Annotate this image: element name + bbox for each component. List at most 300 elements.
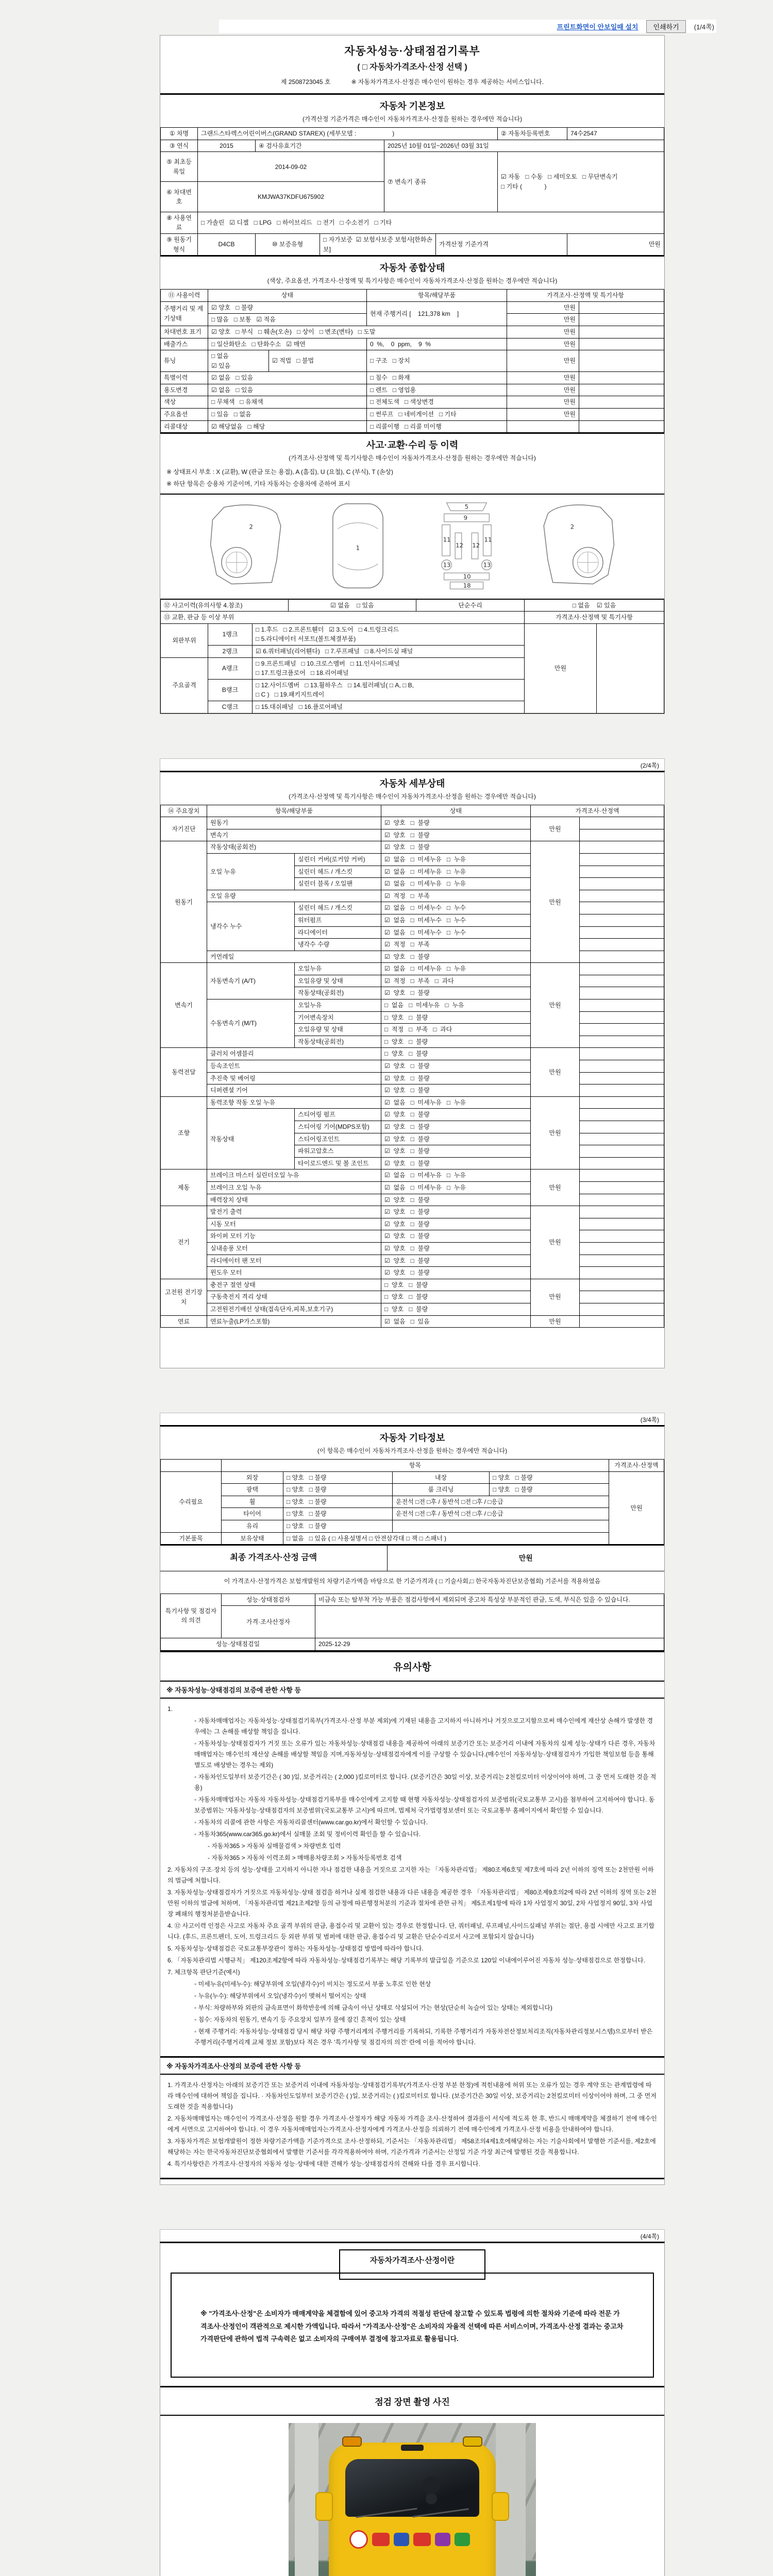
row-label: 작동상태(공회전) [295,987,381,999]
vehicle-diagram-top-view [310,500,406,592]
opinion-group-label: 특기사항 및 점검자의 의견 [161,1594,222,1638]
empty-cell [580,975,664,987]
subgroup-mt: 수동변속기 (M/T) [207,999,295,1048]
year-value: 2015 [198,140,256,152]
roof-lamp-left [342,2436,362,2447]
wheel-positions: 운전석 □전 □후 / 동반석 □전 □후 / □응급 [393,1496,609,1508]
tuning-state2: ☑ 적법 □ 불법 [269,350,367,372]
empty-cell [580,1181,664,1194]
row-label: 등속조인트 [207,1060,381,1073]
col-usage-history: ⑪ 사용이력 [161,290,208,302]
note-line: ◦ 자동차365(www.car365.go.kr)에서 실매물 조회 및 정비이력 확인을 할 수 있습니다. [194,1830,421,1838]
row-label: 파워고압호스 [295,1145,381,1158]
vin-label: ⑥ 차대번호 [161,182,198,212]
rankB-items: □ 12.사이드멤버 □ 13.휠하우스 □ 14.필러패널( □ A, □ B, □ C ) □ 19.패키지트레이 [253,679,525,701]
row-state: ☑ 양호 □ 불량 [381,1157,531,1170]
basic-info-title: 자동차 기본정보 [379,101,445,111]
row-label: 실린더 헤드 / 개스킷 [295,866,381,878]
price-unit: 만원 [531,1279,580,1315]
empty-cell [579,350,664,372]
empty-cell [580,1145,664,1158]
col-item: 항목 [222,1460,609,1472]
price-unit: 만원 [531,1170,580,1206]
use-state: ☑ 없음 □ 있음 [208,384,367,396]
noteB-title: ※ 자동차가격조사·산정의 보증에 관한 사항 등 [160,2056,664,2075]
row-label: 유리 [222,1520,283,1533]
empty-cell [579,420,664,433]
inspection-date-label: 성능·상태점검일 [161,1638,315,1651]
row-label: 클러치 어셈블리 [207,1048,381,1060]
row-state: ☑ 양호 □ 불량 [381,1242,531,1255]
svg-text:9: 9 [463,514,468,521]
color-state: □ 무채색 □ 유채색 [208,396,367,409]
svg-text:2: 2 [570,523,575,531]
row-state: ☑ 양호 □ 불량 [381,1255,531,1267]
row-label: 배력장치 상태 [207,1194,381,1206]
price-assessment-box-title: 자동차가격조사·산정이란 [339,2249,485,2280]
row-label: 스티어링 펌프 [295,1109,381,1121]
gas-state: □ 일산화탄소 □ 탄화수소 ☑ 매연 [208,338,367,350]
row-state: ☑ 없음 □ 미세누수 □ 누수 [381,914,531,926]
col-price: 가격조사·산정액 [609,1460,664,1472]
empty-cell [580,1170,664,1182]
page-marker-2: (2/4쪽) [640,761,659,769]
state-code-legend: ※ 상태표시 부호 : X (교환), W (판금 또는 용접), A (흠집), U (요철), C (부식), T (손상) [166,468,393,476]
empty-cell [580,817,664,829]
exchange-price-header: 가격조사·산정액 및 특기사항 [525,612,664,624]
page-1 [160,35,665,714]
note-line: 3. 자동차가격은 보험개발원이 정한 차량기준가액을 기준가격으로 조사·산정하되, 기준서는 「자동차관리법」 제58조의4제1호에해당하는 자는 기술사회에서 발행한 기준서를, 제2호에 해당하는 자는 한국자동차진단보증협회에서 발행한 기준서를 각각적용하여야 하며, 기준가격과 기준서는 산정일 기준 가장 최근에 발행된 것을 적용합니다. [167,2137,656,2156]
empty-cell [580,1315,664,1328]
price-unit: 만원 [531,1206,580,1279]
row-label: 브레이크 오일 누유 [207,1181,381,1194]
empty-cell [579,384,664,396]
rankA-items: □ 9.프론트패널 □ 10.크로스멤버 □ 11.인사이드패널 □ 17.트렁크플로어 □ 18.리어패널 [253,657,525,679]
row-label: 구동축전지 격리 상태 [207,1291,381,1303]
empty-cell [580,1157,664,1170]
row-state: ☑ 없음 □ 미세누유 □ 누유 [381,1096,531,1109]
row-label: 타이어 [222,1508,283,1520]
row-state: ☑ 양호 □ 불량 [381,1267,531,1279]
empty-cell [579,326,664,338]
rankC-items: □ 15.대쉬패널 □ 16.플로어패널 [253,701,525,713]
empty-cell [580,1133,664,1145]
group-repair-needed: 수리필요 [161,1471,222,1532]
other-info-title: 자동차 기타정보 [379,1433,445,1444]
row-state: ☑ 적정 □ 부족 [381,890,531,902]
row-label: 휠 [222,1496,283,1508]
accident-history-state: ☑ 없음 □ 있음 [289,599,416,612]
price-unit: 만원 [609,1471,664,1545]
row-label: 시동 모터 [207,1218,381,1230]
note-line: ◦ 자동차인도일부터 보증기간은 ( 30 )일, 보증거리는 ( 2,000 )킬로미터로 합니다. (보증기간은 30일 이상, 보증거리는 2천킬로미터 이상이어야 하며, 그 중 먼저 도래한 것을 적용) [194,1773,657,1791]
row-label: 오일누유 [295,999,381,1012]
row-label: 차대번호 표기 [161,326,208,338]
notice-title: 유의사항 [160,1651,664,1682]
note-line: 1. [167,1705,173,1713]
transmission-label: ⑦ 변속기 종류 [384,152,498,212]
final-price-unit: 만원 [387,1545,664,1571]
price-unit: 만원 [531,841,580,963]
rank-price-unit: 만원 [525,623,597,713]
vehicle-diagram-front-quarter [201,500,297,592]
noteB-body [160,2075,664,2178]
front-lettering-decoration [349,2529,473,2550]
price-unit: 만원 [507,409,579,421]
note-line: 4. 특기사항란은 가격조사·산정자의 자동차 성능·상태에 대한 견해가 성능·상태점검자의 견해와 다를 경우 표시합니다. [167,2160,480,2167]
subgroup-operation: 작동상태 [207,1109,295,1170]
roof-sensor [401,2445,424,2451]
row-label: 디퍼렌셜 기어 [207,1084,381,1097]
vehicle-diagrams [160,494,664,599]
overall-state-table [160,289,664,433]
empty-cell [580,939,664,951]
regno-value: 74수2547 [567,128,664,140]
side-mirror-left [315,2492,333,2521]
row-label: 특별이력 [161,372,208,384]
empty-cell [580,1011,664,1024]
row-state: ☑ 없음 □ 미세누수 □ 누수 [381,926,531,939]
vehicle-diagram-rear-quarter [528,500,623,592]
page-marker-4: (4/4쪽) [640,2232,659,2240]
empty-cell [580,914,664,926]
group-steering: 조향 [161,1096,207,1170]
empty-cell [580,963,664,975]
page-3 [160,1425,665,2185]
col-state: 상태 [208,290,367,302]
price-unit: 만원 [507,396,579,409]
empty-cell [579,338,664,350]
engine-type-value: D4CB [198,233,256,255]
svg-text:5: 5 [464,503,469,511]
install-print-plugin-link[interactable]: 프린트화면이 안보일때 설치 [557,23,638,31]
final-price-table [160,1544,664,1593]
row-state: ☑ 없음 □ 미세누유 □ 누유 [381,866,531,878]
price-unit: 만원 [531,963,580,1048]
rankB-label: B랭크 [208,679,253,701]
row-state: □ 양호 □ 불량 [283,1508,393,1520]
roof-lamp-right [463,2436,482,2447]
page3-bottom-rule [160,2178,664,2184]
col-price: 가격조사·산정액 및 특기사항 [507,290,664,302]
row-label: 워터펌프 [295,914,381,926]
final-price-label: 최종 가격조사·산정 금액 [160,1545,387,1571]
note-line: ◦ 부식: 차량하부와 외판의 금속표면이 화학반응에 의해 금속이 아닌 상태로 삭설되어 가는 현상(단순히 녹슬어 있는 상태는 제외합니다) [194,2004,552,2011]
other-info-table [160,1459,664,1545]
document-number: 제 2508723045 호 [280,78,331,86]
row-state: ☑ 양호 □ 불량 [381,1133,531,1145]
noteA-body [160,1699,664,2056]
row-state: □ 없음 □ 미세누유 □ 누유 [381,999,531,1012]
col-item: 항목/해당부품 [367,290,507,302]
driver-silhouette [423,2477,440,2494]
note-line: ◦ 침수: 자동차의 원동기, 변속기 등 주요장치 일부가 물에 잠긴 흔적이 있는 상태 [194,2015,406,2023]
document-subtitle: ( □ 자동차가격조사·산정 선택 ) [357,63,467,72]
engine-type-label: ⑨ 원동기형식 [161,233,198,255]
row-state: □ 양호 □ 불량 [381,1048,531,1060]
row-state: □ 양호 □ 불량 [381,1291,531,1303]
note-line: 1. 가격조사·산정자는 아래의 보증기간 또는 보증거리 이내에 자동차성능·상태점검기록부(가격조사·산정 부분 한정)에 적힌내용에 허위 또는 오류가 있는 경우 계약 또는 관계법령에 따라 매수인에 대하여 책임을 집니다. · 자동차인도일부터 보증기간은 ( )일, 보증거리는 ( )킬로미터로 합니다. (보증기간은 30일 이상, 보증거리는 2천킬로미터 이상이어야 하며, 그 중 먼저 도래한 것을 적용합니다) [167,2081,657,2110]
empty-cell [580,987,664,999]
accident-history-label: ⑫ 사고이력(유의사항 4.참조) [161,599,289,612]
wiper-decoration [412,2508,468,2517]
fuel-value: □ 가솔린 ☑ 디젤 □ LPG □ 하이브리드 □ 전기 □ 수소전기 □ 기타 [198,212,664,233]
row-state: ☑ 양호 □ 불량 [381,1145,531,1158]
row-state: ☑ 양호 □ 불량 [381,817,531,829]
wiper-decoration [356,2508,417,2518]
row-state: □ 양호 □ 불량 [283,1520,393,1533]
empty-cell [580,1291,664,1303]
row-state: □ 양호 □ 불량 [381,1036,531,1048]
svg-text:10: 10 [463,572,471,580]
price-unit: 만원 [507,326,579,338]
empty-cell [580,866,664,878]
base-price-label: 가격산정 기준가격 [436,233,567,255]
empty-cell [580,1206,664,1218]
vin-mark-state: ☑ 양호 □ 부식 □ 훼손(오손) □ 상이 □ 변조(변타) □ 도말 [208,326,507,338]
row-label: 냉각수 수량 [295,939,381,951]
empty-cell [580,1267,664,1279]
accident-subtitle: (가격조사·산정액 및 특기사항은 매수인이 자동차가격조사·산정을 원하는 경우에만 적습니다) [289,454,536,462]
hold-state-label: 보유상태 [222,1532,283,1545]
bus-front-body [329,2443,496,2576]
row-label: 작동상태(공회전) [295,1036,381,1048]
empty-cell [580,1096,664,1109]
accident-title: 사고·교환·수리 등 이력 [366,440,459,451]
row-state: ☑ 양호 □ 불량 [381,1121,531,1133]
svg-text:11: 11 [484,536,492,544]
empty-cell [580,999,664,1012]
price-unit: 만원 [507,314,579,326]
price-unit: 만원 [507,372,579,384]
empty-cell [580,1194,664,1206]
page-marker-4-strip [160,2229,665,2242]
basic-info-subtitle: (가격산정 기준가격은 매수인이 자동차가격조사·산정을 원하는 경우에만 적습니다) [302,115,523,123]
group-brake: 제동 [161,1170,207,1206]
col-device: ⑭ 주요장치 [161,805,207,817]
opinion-table [160,1594,664,1651]
exchange-parts-label: ⑬ 교환, 판금 등 이상 부위 [161,612,525,624]
row-label: 실내송풍 모터 [207,1242,381,1255]
row-label: 와이퍼 모터 기능 [207,1230,381,1243]
row-state: ☑ 양호 □ 불량 [381,987,531,999]
empty-cell [580,1230,664,1243]
note-line: ◦ 누유(누수): 해당부위에서 오일(냉각수)이 맺혀서 떨어지는 상태 [194,1992,366,1999]
empty-cell [580,829,664,841]
subgroup-coolant-leak: 냉각수 누수 [207,902,295,951]
note-line: - 자동차365 > 자동차 실매물검색 > 차량번호 입력 [208,1842,341,1850]
price-unit: 만원 [507,350,579,372]
group-engine: 원동기 [161,841,207,963]
other-info-subtitle: (이 항목은 매수인이 자동차가격조사·산정을 원하는 경우에만 적습니다) [317,1447,508,1455]
svg-text:13: 13 [443,561,451,569]
overall-state-subtitle: (색상, 주요옵션, 가격조사·산정액 및 특기사항은 매수인이 자동차가격조사·산정을 원하는 경우에만 적습니다) [267,277,558,285]
gas-values: 0 %, 0 ppm, 9 % [367,338,507,350]
price-assessment-box-text: ※ "가격조사·산정"은 소비자가 매매계약을 체결함에 있어 중고차 가격의 적절성 판단에 참고할 수 있도록 법령에 의한 절차와 기준에 따라 전문 가격조사·산정인이 객관적으로 제시한 가액입니다. 따라서 "가격조사·산정"은 소비자의 자율적 선택에 따른 서비스이며, 가격조사·산정 결과는 중고차 가격판단에 관하여 법적 구속력은 없고 소비자의 구매여부 결정에 참고자료로 활용됩니다. [171,2273,654,2378]
row-state: □ 양호 □ 불량 [490,1484,609,1496]
price-unit: 만원 [507,301,579,314]
empty-cell [580,1048,664,1060]
row-label: 커먼레일 [207,951,381,963]
row-label: 오일유량 및 상태 [295,1024,381,1036]
year-label: ③ 연식 [161,140,198,152]
svg-text:1: 1 [356,544,360,551]
empty-cell [580,853,664,866]
row-label: 리콜대상 [161,420,208,433]
accident-summary-table [160,599,664,612]
empty-cell [580,951,664,963]
row-label: 발전기 출력 [207,1206,381,1218]
inspector-opinion-text: 비금속 또는 탈부착 가능 부품은 점검사항에서 제외되며 중고차 특성상 부분적인 판금, 도색, 부식은 있을 수 있습니다. [315,1594,664,1606]
row-state: ☑ 없음 □ 미세누수 □ 누수 [381,902,531,914]
row-label: 오일 유량 [207,890,381,902]
row-label: 실린더 헤드 / 개스킷 [295,902,381,914]
empty-cell [580,1024,664,1036]
rank1-label: 1랭크 [208,623,253,645]
rankA-label: A랭크 [208,657,253,679]
car-name-label: ① 차명 [161,128,198,140]
print-button[interactable]: 인쇄하기 [646,20,685,33]
car-name-value: 그랜드스타렉스어린이버스(GRAND STAREX) (세부모델 : ) [198,128,498,140]
tuning-state1: □ 없음 ☑ 있음 [208,350,269,372]
inspection-photos-title: 점검 장면 촬영 사진 [160,2386,664,2416]
first-reg-value: 2014-09-02 [198,152,384,182]
row-state: □ 양호 □ 불량 [490,1471,609,1484]
row-label: 고전원전기배선 상태(접속단자,피복,보호기구) [207,1303,381,1315]
row-label: 오일유량 및 상태 [295,975,381,987]
row-state: ☑ 없음 □ 미세누유 □ 누유 [381,1170,531,1182]
empty-cell [580,902,664,914]
empty-cell [579,314,664,326]
detail-state-table [160,805,664,1328]
outer-panel-group: 외판부위 [161,623,208,657]
row-label: 용도변경 [161,384,208,396]
svg-text:2: 2 [249,523,253,531]
empty-cell [393,1520,609,1533]
note-line: - 자동차365 > 자동차 이력조회 > 매매용차량조회 > 자동차등록번호 검색 [208,1854,402,1861]
row-label: 광택 [222,1484,283,1496]
empty-cell [580,1109,664,1121]
simple-repair-label: 단순수리 [416,599,525,612]
document-title: 자동차성능·상태점검기록부 [344,45,480,57]
page-2 [160,771,665,1369]
rank2-label: 2랭크 [208,646,253,658]
price-unit: 만원 [531,1048,580,1096]
empty-cell [580,841,664,854]
note-line: ◦ 자동차매매업자는 자동차 자동차성능·상태점검기록부를 매수인에게 고지할 때 현행 자동차성능·상태점검자의 보증범위(국토교통부 고시)를 첨부하여 고지하여야 합니다. 동 보증범위는 '자동차성능·상태점검자의 보증범위'(국토교통부 고시)에 따르며, 법제처 국가법령정보센터 또는 국토교통부 홈페이지에서 확인할 수 있습니다. [194,1795,655,1814]
base-legend: ※ 하단 항목은 승용차 기준이며, 기타 자동차는 승용차에 준하여 표시 [166,480,350,488]
note-line: ◦ 자동차매매업자는 자동차성능·상태점검기록부(가격조사·산정 부분 제외)에 기재된 내용을 고지하지 아니하거나 거짓으로고지함으로써 매수인에게 재산상 손해가 발생한 경우에는 그 손해를 배상할 책임을 집니다. [194,1717,653,1735]
fuel-label: ⑧ 사용연료 [161,212,198,233]
vin-value: KMJWA37KDFU675902 [198,182,384,212]
row-state: □ 적정 □ 부족 □ 과다 [381,1024,531,1036]
row-label: 실린더 블록 / 오일팬 [295,878,381,890]
empty-cell [580,1279,664,1291]
row-state: □ 양호 □ 불량 [283,1496,393,1508]
row-state: ☑ 없음 □ 미세누유 □ 누유 [381,853,531,866]
recall-state: ☑ 해당없음 □ 해당 [208,420,367,433]
empty-cell [580,1036,664,1048]
row-state: ☑ 적정 □ 부족 [381,939,531,951]
inspection-value: 2025년 10월 01일~2026년 03월 31일 [384,140,664,152]
row-state: □ 양호 □ 불량 [283,1471,393,1484]
row-state: □ 양호 □ 불량 [381,1011,531,1024]
group-electric: 전기 [161,1206,207,1279]
row-label: 윈도우 모터 [207,1267,381,1279]
row-state: ☑ 양호 □ 불량 [381,1109,531,1121]
row-label: 색상 [161,396,208,409]
noteA-title: ※ 자동차성능·상태점검의 보증에 관한 사항 등 [160,1682,664,1699]
transmission-value: ☑ 자동 □ 수동 □ 세미오토 □ 무단변속기 □ 기타 ( ) [498,152,664,212]
row-state: ☑ 양호 □ 불량 [381,1206,531,1218]
option-state: □ 있음 □ 없음 [208,409,367,421]
empty-cell [579,409,664,421]
rank-table [160,623,664,714]
svg-text:13: 13 [483,561,491,569]
row-label: 배출가스 [161,338,208,350]
accident-history-section [160,432,664,713]
svg-text:18: 18 [463,581,471,589]
rank2-items: ☑ 6.쿼터패널(리어휀다) □ 7.루프패널 □ 8.사이드실 패널 [253,646,525,658]
service-note: ※ 자동차가격조사·산정은 매수인이 원하는 경우 제공하는 서비스입니다. [351,78,544,86]
simple-repair-state: □ 없음 ☑ 있음 [525,599,664,612]
page-marker-3-strip [160,1413,665,1425]
side-mirror-right [492,2492,509,2521]
inspection-label: ④ 검사유효기간 [256,140,384,152]
note-line: 7. 체크항목 판단기준(예시) [167,1968,240,1976]
hold-state-value: □ 없음 □ 있음 ( □ 사용설명서 □ 안전삼각대 □ 잭 □ 스패너 ) [283,1532,609,1545]
note-line: 2. 자동차매매업자는 매수인이 가격조사·산정을 원할 경우 가격조사·산정자가 해당 자동차 가격을 조사·산정하여 결과를이 서식에 적도록 한 후, 반드시 매매계약을 체결하기 전에 매수인에게 서면으로 고지하여야 합니다. 이 경우 자동차매매업자는가격조사·산정자에게 가격조사·산정을 의뢰하기 전에 매수인에게 가격조사·산정 비용을 안내하여야 합니다. [167,2114,657,2133]
mileage-item: 현재 주행거리 [ 121,378 km ] [367,301,507,326]
price-unit: 만원 [531,1096,580,1170]
note-line: 5. 자동차성능·상태점검은 국토교통부장관이 정하는 자동차성능·상태점검 방법에 따라야 합니다. [167,1944,424,1952]
empty-cell [580,1084,664,1097]
row-label: 실린더 커버(로커암 커버) [295,853,381,866]
row-label: 주행거리 및 계기상태 [161,301,208,326]
warranty-type-value: □ 자가보증 ☑ 보험사보증 보험사[한화손보] [320,233,436,255]
empty-cell [161,1460,222,1472]
document-header [160,36,664,93]
group-selfdiag: 자기진단 [161,817,207,841]
row-state: ☑ 양호 □ 불량 [381,1060,531,1073]
row-label: 스티어링 기어(MDPS포함) [295,1121,381,1133]
empty-cell [580,1303,664,1315]
inspection-photo-front [289,2423,536,2576]
row-label: 내장 [393,1471,490,1484]
group-basic-items: 기본품목 [161,1532,222,1545]
col-state: 상태 [381,805,531,817]
note-line: ◦ 자동차의 리콜에 관한 사항은 자동차리콜센터(www.car.go.kr)에서 확인할 수 있습니다. [194,1818,428,1826]
special-state: ☑ 없음 □ 있음 [208,372,367,384]
row-label: 충전구 절연 상태 [207,1279,381,1291]
note-line: ◦ 미세누유(미세누수): 해당부위에 오일(냉각수)이 비치는 정도로서 부품 노후로 인한 현상 [194,1980,431,1988]
row-label: 변속기 [207,829,381,841]
note-line: 3. 자동차성능·상태점검자가 거짓으로 자동차성능·상태 점검을 하거나 실제 점검한 내용과 다른 내용을 제공한 경우 「자동차관리법」 제80조제9호의2에 따라 2년 이하의 징역 또는 2천만원 이하의 벌금에 처하며, 「자동차관리법 제21조제2항 등의 규정에 따른행정처분의 기준과 절차에 관한 규칙」 제5조제1항에 따라 1차 사업정지 30일, 2차 사업정지 90일, 3차 사업장 폐쇄의 행정처분을받습니다. [167,1888,657,1918]
exchange-parts-header [160,611,664,624]
detail-state-subtitle: (가격조사·산정액 및 특기사항은 매수인이 자동차가격조사·산정을 원하는 경우에만 적습니다) [289,792,536,800]
print-toolbar [219,20,716,33]
row-label: 스티어링조인트 [295,1133,381,1145]
first-reg-label: ⑤ 최초등록일 [161,152,198,182]
row-label: 추진축 및 베어링 [207,1072,381,1084]
note-line: 2. 자동차의 구조·장치 등의 성능·상태를 고지하지 아니한 자나 점검한 내용을 거짓으로 고지한 자는 「자동차관리법」 제80조제6호및 제7호에 따라 2년 이하의 징역 또는 2천만원 이하의 벌금에 처합니다. [167,1866,654,1884]
page-marker-3: (3/4쪽) [640,1416,659,1424]
row-label: 연료누출(LP가스포함) [207,1315,381,1328]
svg-text:12: 12 [456,541,463,549]
group-high-voltage: 고전원 전기장치 [161,1279,207,1315]
row-label: 작동상태(공회전) [207,841,381,854]
row-state: □ 양호 □ 불량 [381,1279,531,1291]
